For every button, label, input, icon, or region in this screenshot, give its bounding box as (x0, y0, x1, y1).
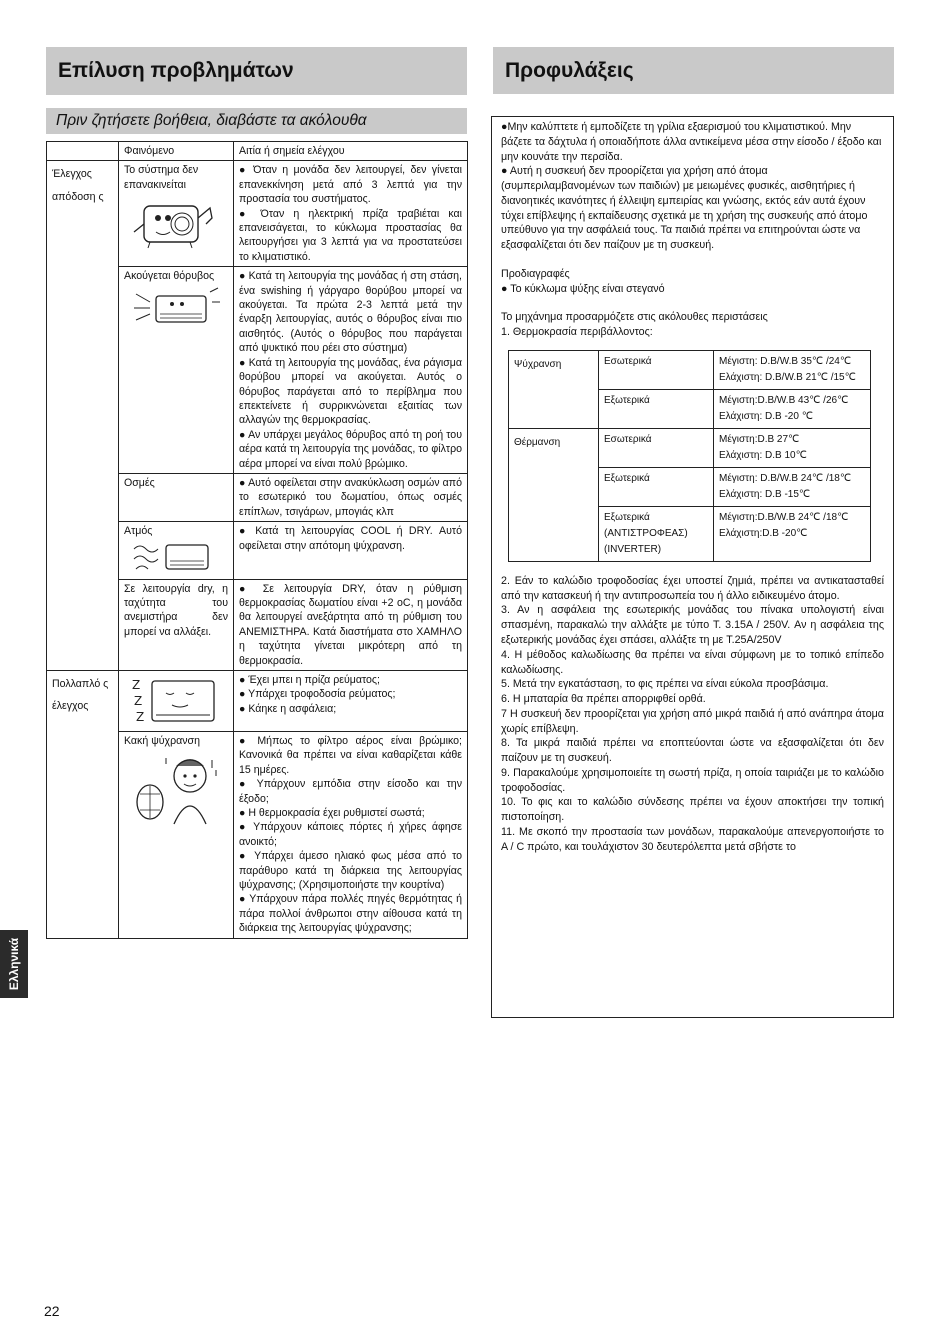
troubleshooting-table (46, 141, 468, 939)
cause-sunlight: ● Υπάρχει άμεσο ηλιακό φως μέσα από το παράθυρο κατά τη διάρκεια της λειτουργίας ψύχρανσης; (Χρησιμοποιήστε την κουρτίνα) (239, 850, 462, 892)
spec-place: Εξωτερικά (599, 467, 714, 506)
precaution-notes (501, 574, 884, 855)
language-side-tab (0, 930, 28, 998)
spec-min: Ελάχιστη: D.B -15℃ (719, 488, 811, 500)
precautions-box (491, 116, 894, 1018)
precautions-header (493, 47, 894, 94)
spec-min: Ελάχιστη: D.B -20 ℃ (719, 410, 813, 422)
cause-doors-open: ● Υπάρχουν κάποιες πόρτες ή χήρες άφησε ανοικτό; (239, 821, 462, 848)
note-item: 5. Μετά την εγκατάσταση, το φις πρέπει να είναι εύκολα προσβάσιμα. (501, 678, 829, 691)
note-item: 6. Η μπαταρία θα πρέπει απορριφθεί ορθά. (501, 693, 706, 706)
spec-place: Εσωτερικά (599, 428, 714, 467)
troubleshooting-subtitle: Πριν ζητήσετε βοήθεια, διαβάστε τα ακόλουθα (56, 112, 367, 129)
adapt-text: Το μηχάνημα προσαρμόζετε στις ακόλουθες περιστάσεις (501, 311, 768, 324)
sleeping-unit-illustration-icon (130, 675, 220, 727)
language-label: Ελληνικά (7, 937, 22, 991)
spec-place: Εσωτερικά (599, 350, 714, 389)
note-item: 7 Η συσκευή δεν προορίζεται για χρήση από μικρά παιδιά ή από ανάπηρα άτομα χωρίς επίβλεψη. (501, 707, 884, 735)
page-number: 22 (44, 1303, 60, 1319)
header-cause: Αιτία ή σημεία ελέγχου (234, 142, 468, 161)
spec-title: Προδιαγραφές (501, 267, 570, 280)
cause-noise-1: ● Κατά τη λειτουργία της μονάδας ή στη στάση, ένα swishing ή γάργαρο θορύβου μπορεί να ακούγεται. Τα πρώτα 2-3 λεπτά μετά την έναρξη λειτουργίας, αυτός ο θόρυβος είναι πιο αισθητός. (Αυτός ο θόρυβος που παράγεται από ψυκτικό που ρέει στο σύστημα) (239, 270, 462, 355)
cause-power-plug: ● Έχει μπει η πρίζα ρεύματος; (239, 674, 380, 686)
temperature-spec-table (508, 350, 871, 562)
temp-heading: 1. Θερμοκρασία περιβάλλοντος: (501, 326, 653, 339)
spec-max: Μέγιστη:D.B/W.B 43℃ /26℃ (719, 394, 849, 406)
cause-noise-2: ● Κατά τη λειτουργία της μονάδας, ένα ράγισμα θορύβου μπορεί να ακούγεται. Αυτός ο θόρυβος παράγεται από το περίβλημα που επεκτείνετε ή συρρικνώνεται εξαιτίας των αλλαγών της θερμοκρασίας. (239, 356, 462, 427)
table-row (47, 671, 468, 732)
precaution-supervision: ● Αυτή η συσκευή δεν προορίζεται για χρήση από άτομα (συμπεριλαμβανομένων των παιδιών) με μειωμένες φυσικές, αισθητήριες ή διανοητικές ικανότητες ή έλλειψη εμπειρίας και γνώσης, εκτός εάν αυτά έχουν τύχει επίβλεψης ή εκπαίδευσης σχετικά με τη χρήση της συσκευής από άτομο υπεύθυνο για την ασφάλειά τους. Τα παιδιά πρέπει να επιτηρούνται ώστε να εξασφαλίζεται ότι δεν παίζουν με τη συσκευή. (501, 165, 868, 252)
troubleshooting-title: Επίλυση προβλημάτων (58, 59, 294, 82)
table-header-row (47, 142, 468, 161)
note-item: 8. Τα μικρά παιδιά πρέπει να εποπτεύονται ώστε να εξασφαλίζεται ότι δεν παίζουν με τη συσκευή. (501, 737, 884, 765)
cause-obstacles: ● Υπάρχουν εμπόδια στην είσοδο και την έξοδο; (239, 778, 462, 805)
spec-max: Μέγιστη:D.B 27℃ (719, 433, 800, 445)
group-label-multiple: Πολλαπλό ς έλεγχος (47, 671, 119, 939)
spec-max: Μέγιστη:D.B/W.B 24℃ /18℃ (719, 511, 849, 523)
note-item: 10. Το φις και το καλώδιο σύνδεσης πρέπει να έχουν αποκτήσει την τοπική πιστοποίηση. (501, 796, 884, 824)
cause-heat-sources: ● Υπάρχουν πάρα πολλές πηγές θερμότητας ή πάρα πολλοί άνθρωποι στην αίθουσα κατά τη διάρκεια της λειτουργίας ψύχρανσης; (239, 893, 462, 935)
table-row (509, 350, 871, 389)
spec-place: Εξωτερικά (599, 389, 714, 428)
steam-unit-illustration-icon (130, 541, 216, 575)
cause-odors: ● Αυτό οφείλεται στην ανακύκλωση οσμών από το εσωτερικό του δωματίου, όπως οσμές επίπλων, τσιγάρων, μπογιάς κλπ (234, 473, 468, 521)
note-item: 11. Με σκοπό την προστασία των μονάδων, παρακαλούμε απενεργοποιήστε το A / C πρώτο, και τουλάχιστον 30 δευτερόλεπτα μετά σβήστε το (501, 825, 884, 853)
table-row (47, 161, 468, 267)
spec-max: Μέγιστη: D.B/W.B 24℃ /18℃ (719, 472, 852, 484)
note-item: 9. Παρακαλούμε χρησιμοποιείτε τη σωστή πρίζα, η οποία ταιριάζει με το καλώδιο τροφοδοσίας. (501, 766, 884, 794)
cause-no-restart-2: ● Όταν η ηλεκτρική πρίζα τραβιέται και επανεισάγεται, το κύκλωμα προστασίας θα λειτουργήσει για 3 λεπτά για να προστατεύσει το κλιματιστικό. (239, 207, 462, 263)
cause-dry-fan: ● Σε λειτουργία DRY, όταν η ρύθμιση θερμοκρασίας δωματίου είναι +2 oC, η μονάδα θα λειτουργεί ανεξάρτητα από τη ρύθμιση του ΑΝΕΜΙΣΤΗΡΑ. Κατά διαστήματα στο ΧΑΜΗΛΟ η ταχύτητα γίνεται μικρότερη από τη θερμοκρασία. (234, 579, 468, 670)
symptom-steam: Ατμός (124, 525, 153, 538)
note-item: 3. Αν η ασφάλεια της εσωτερικής μονάδας του πίνακα υπολογιστή είναι σπασμένη, παρακαλώ την αλλάξτε με τύπο Τ. 3.15A / 250V. Αν η ασφάλεια της εξωτερικής μονάδας έχει σπάσει, αλλάξτε τη με T.25A/250V (501, 604, 884, 647)
cause-no-restart-1: ● Όταν η μονάδα δεν λειτουργεί, δεν γίνεται επανεκκίνηση μετά από 3 λεπτά για την προστασία του συστήματος. (239, 164, 462, 206)
svg-text:Z: Z (136, 710, 145, 724)
svg-text:Z: Z (132, 678, 141, 692)
table-row (509, 428, 871, 467)
symptom-dry-fan: Σε λειτουργία dry, η ταχύτητα του ανεμιστήρα δεν μπορεί να αλλάξει. (119, 579, 234, 670)
spec-min: Ελάχιστη: D.B 10℃ (719, 449, 807, 461)
symptom-no-restart: Το σύστημα δεν επανακινείται (124, 164, 199, 191)
troubleshooting-subheader (46, 108, 467, 134)
precautions-title: Προφυλάξεις (505, 58, 634, 82)
spec-min: Ελάχιστη: D.B/W.B 21℃ /15℃ (719, 371, 856, 383)
symptom-noise: Ακούγεται θόρυβος (124, 270, 215, 283)
symptom-odors: Οσμές (119, 473, 234, 521)
spec-place: Εξωτερικά (ΑΝΤΙΣΤΡΟΦΕΑΣ) (INVERTER) (599, 506, 714, 561)
header-symptom: Φαινόμενο (119, 142, 234, 161)
mode-cooling: Ψύχρανση (509, 350, 599, 428)
spec-max: Μέγιστη: D.B/W.B 35℃ /24℃ (719, 355, 852, 367)
note-item: 2. Εάν το καλώδιο τροφοδοσίας έχει υποστεί ζημιά, πρέπει να αντικατασταθεί από την κατασκευή ή την αντιπροσωπεία του ή άλλο ειδικευμένο άτομο. (501, 574, 884, 602)
spec-min: Ελάχιστη:D.B -20℃ (719, 527, 808, 539)
cause-noise-3: ● Αν υπάρχει μεγάλος θόρυβος από τη ροή του αέρα κατά τη λειτουργία της μονάδας, το φίλτρο αέρα μπορεί να είναι πολύ βρώμικο. (239, 428, 462, 470)
unit-illustration-icon (130, 194, 218, 250)
spec-item: ● Το κύκλωμα ψύξης είναι στεγανό (501, 282, 665, 295)
cause-steam: ● Κατά τη λειτουργίας COOL ή DRY. Αυτό οφείλεται στην απότομη ψύχρανση. (234, 522, 468, 579)
symptom-poor-cooling: Κακή ψύχρανση (124, 735, 200, 747)
cause-power-supply: ● Υπάρχει τροφοδοσία ρεύματος; (239, 688, 396, 701)
hot-person-illustration-icon (130, 750, 222, 826)
svg-text:Z: Z (134, 694, 143, 708)
cause-fuse: ● Κάηκε η ασφάλεια; (239, 702, 337, 715)
note-item: 4. Η μέθοδος καλωδίωσης θα πρέπει να είναι σύμφωνη με το τοπικό επίπεδο καλωδίωσης. (501, 648, 884, 676)
noisy-unit-illustration-icon (130, 286, 220, 330)
troubleshooting-header (46, 47, 467, 95)
mode-heating: Θέρμανση (509, 428, 599, 561)
group-label-performance: Έλεγχος απόδοση ς (47, 161, 119, 671)
precaution-vent: ●Μην καλύπτετε ή εμποδίζετε τη γρίλια εξαερισμού του κλιματιστικού. Μην βάζετε τα δάχτυλα ή οποιαδήποτε άλλα αντικείμενα μέσα στην είσοδο / έξοδο και μην κουνάτε την περσίδα. (501, 121, 882, 163)
cause-temperature: ● Η θερμοκρασία έχει ρυθμιστεί σωστά; (239, 807, 425, 820)
cause-filter: ● Μήπως το φίλτρο αέρος είναι βρώμικο; Κανονικά θα πρέπει να είναι καθαρίζεται κάθε 15 ημέρες. (239, 735, 462, 776)
